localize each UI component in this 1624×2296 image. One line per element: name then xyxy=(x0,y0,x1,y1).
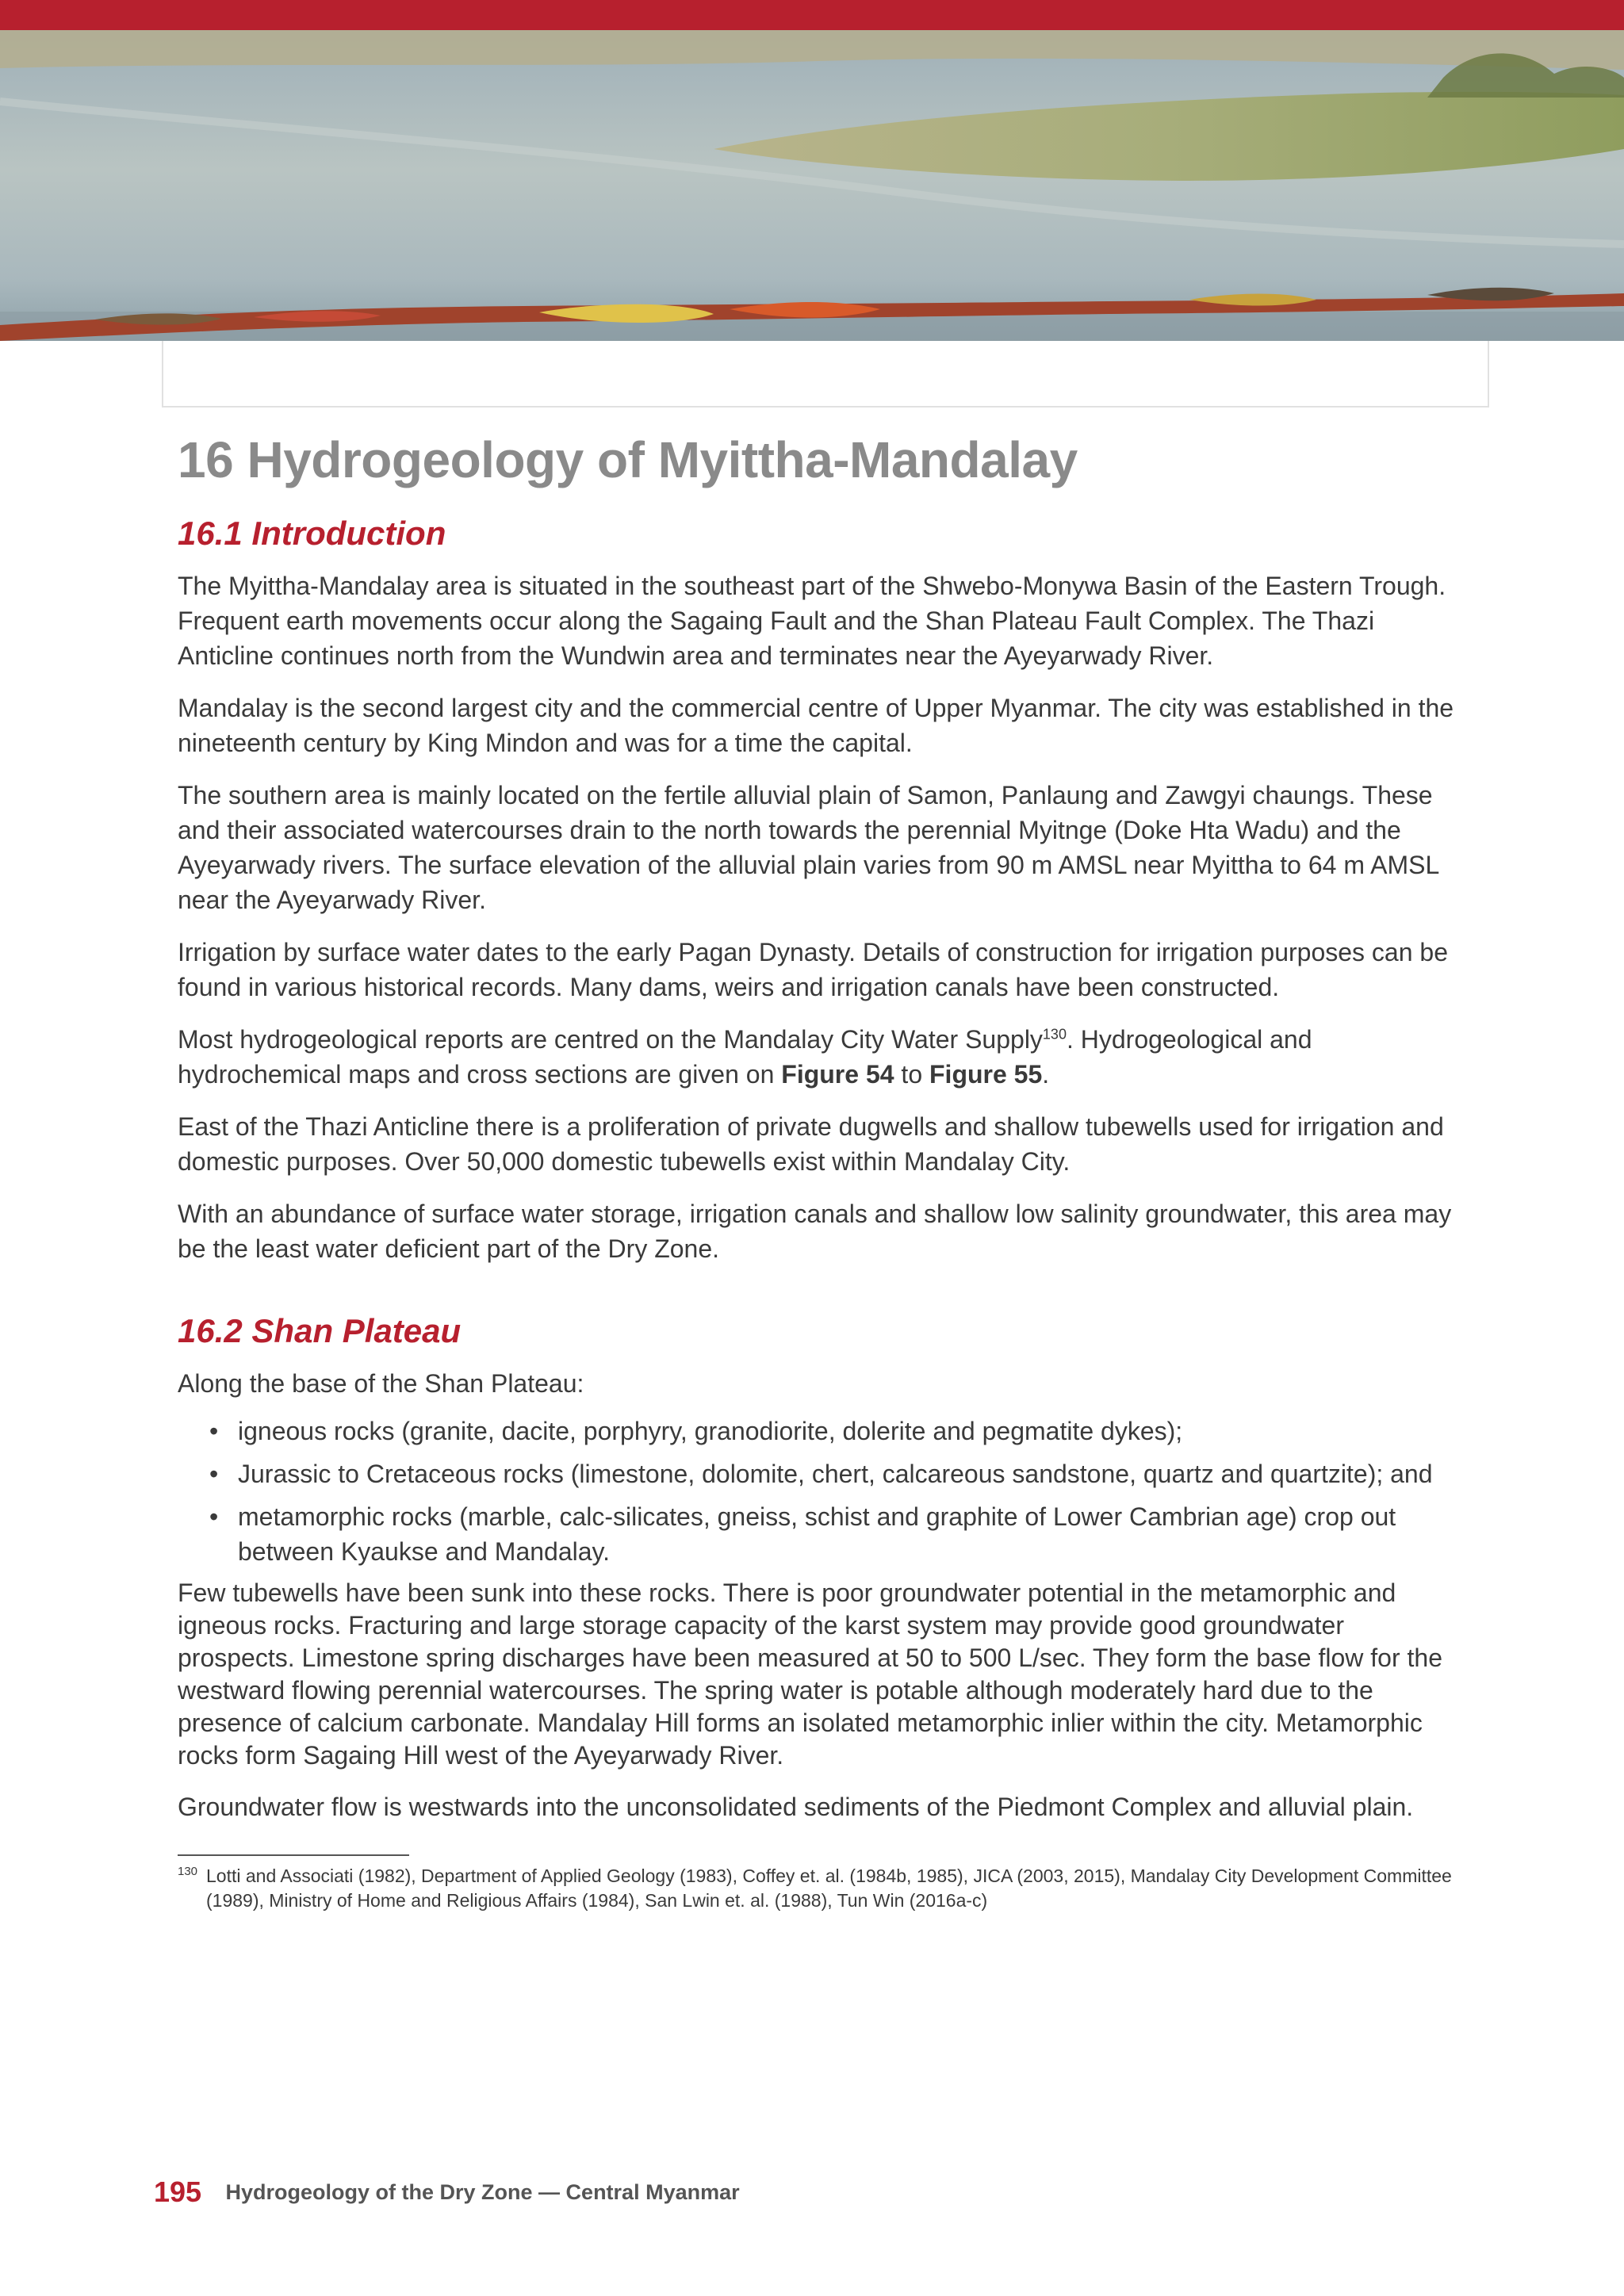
shan-paragraph-1: Few tubewells have been sunk into these rocks. There is poor groundwater potential in the metamorphic and igneous rocks. Fracturing and large storage capacity of the karst system may provide good groundwater prospects. Limestone spring discharges have been measured at 50 to 500 L/sec. They form the base flow for the westward flowing perennial watercourses. The spring water is potable although moderately hard due to the presence of calcium carbonate. Mandalay Hill forms an isolated metamorphic inlier within the city. Metamorphic rocks form Sagaing Hill west of the Ayeyarwady River. xyxy=(178,1578,1442,1770)
page-content xyxy=(178,424,1462,1913)
page-footer xyxy=(154,2175,740,2209)
top-color-bar xyxy=(0,0,1624,30)
list-item: • metamorphic rocks (marble, calc-silicates, gneiss, schist and graphite of Lower Cambrian age) crop out between Kyaukse and Mandalay. xyxy=(238,1499,1462,1569)
footnote-text: Lotti and Associati (1982), Department of Applied Geology (1983), Coffey et. al. (1984b, 1985), JICA (2003, 2015), Mandalay City Development Committee (1989), Ministry of Home and Religious Affairs (1984), San Lwin et. al. (1988), Tun Win (2016a-c) xyxy=(206,1866,1452,1911)
shan-paragraph-2: Groundwater flow is westwards into the unconsolidated sediments of the Piedmont Complex and alluvial plain. xyxy=(178,1793,1414,1821)
intro-paragraph-5 xyxy=(178,1022,1462,1092)
section-heading-shan-plateau: 16.2 Shan Plateau xyxy=(178,1312,462,1349)
intro-paragraph-2: Mandalay is the second largest city and the commercial centre of Upper Myanmar. The city was established in the nineteenth century by King Mindon and was for a time the capital. xyxy=(178,694,1454,757)
text-run: . Hydrogeological and hydrochemical maps and cross sections are given on xyxy=(178,1025,1312,1089)
text-run: to xyxy=(894,1060,929,1089)
text-run: Most hydrogeological reports are centred on the Mandalay City Water Supply xyxy=(178,1025,1043,1054)
footnote-divider xyxy=(178,1854,409,1856)
intro-paragraph-4: Irrigation by surface water dates to the early Pagan Dynasty. Details of construction for irrigation purposes can be found in various historical records. Many dams, weirs and irrigation canals have been constructed. xyxy=(178,938,1448,1001)
intro-paragraph-1: The Myittha-Mandalay area is situated in the southeast part of the Shwebo-Monywa Basin of the Eastern Trough. Frequent earth movements occur along the Sagaing Fault and the Shan Plateau Fault Complex. The Thazi Anticline continues north from the Wundwin area and terminates near the Ayeyarwady River. xyxy=(178,572,1446,670)
figure-54-link[interactable]: Figure 54 xyxy=(781,1060,894,1089)
running-title: Hydrogeology of the Dry Zone — Central Myanmar xyxy=(225,2179,740,2204)
text-run: . xyxy=(1042,1060,1050,1089)
banner-photo xyxy=(0,30,1624,341)
header-frame xyxy=(162,341,1489,408)
intro-paragraph-3: The southern area is mainly located on the fertile alluvial plain of Samon, Panlaung and Zawgyi chaungs. These and their associated watercourses drain to the north towards the perennial Myitnge (Doke Hta Wadu) and the Ayeyarwady rivers. The surface elevation of the alluvial plain varies from 90 m AMSL near Myittha to 64 m AMSL near the Ayeyarwady River. xyxy=(178,781,1439,914)
section-heading-introduction: 16.1 Introduction xyxy=(178,515,446,552)
chapter-title: 16 Hydrogeology of Myittha-Mandalay xyxy=(178,431,1078,488)
list-item: • igneous rocks (granite, dacite, porphyry, granodiorite, dolerite and pegmatite dykes); xyxy=(238,1414,1462,1448)
footnote: 130 Lotti and Associati (1982), Department of Applied Geology (1983), Coffey et. al. (1984b, 1985), JICA (2003, 2015), Mandalay City Development Committee (1989), Ministry of Home and Religious Affairs (1984), San Lwin et. al. (1988), Tun Win (2016a-c) xyxy=(178,1865,1452,1911)
page-number: 195 xyxy=(154,2175,202,2208)
lake-boats-photo xyxy=(0,30,1624,341)
intro-paragraph-7: With an abundance of surface water storage, irrigation canals and shallow low salinity groundwater, this area may be the least water deficient part of the Dry Zone. xyxy=(178,1200,1452,1263)
footnote-reference[interactable]: 130 xyxy=(1042,1026,1067,1043)
rock-type-list xyxy=(178,1414,1462,1569)
figure-55-link[interactable]: Figure 55 xyxy=(929,1060,1043,1089)
list-item: • Jurassic to Cretaceous rocks (limestone, dolomite, chert, calcareous sandstone, quartz and quartzite); and xyxy=(238,1456,1462,1491)
intro-paragraph-6: East of the Thazi Anticline there is a proliferation of private dugwells and shallow tubewells used for irrigation and domestic purposes. Over 50,000 domestic tubewells exist within Mandalay City. xyxy=(178,1112,1444,1176)
shan-lead: Along the base of the Shan Plateau: xyxy=(178,1369,584,1398)
